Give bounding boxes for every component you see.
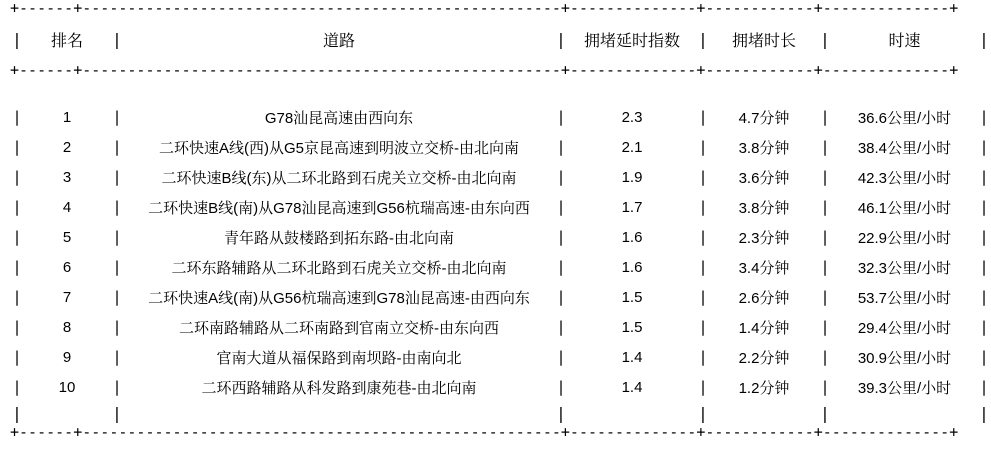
cell-rank-value: 4 [62,198,72,216]
column-separator: | [112,138,122,156]
cell-road-value: 二环东路辅路从二环北路到石虎关立交桥-由北向南 [171,259,507,277]
cell-road-value: G78汕昆高速由西向东 [264,109,414,127]
column-separator: | [698,138,708,156]
header-road-label: 道路 [322,32,355,50]
cell-duration [710,252,818,282]
column-separator: | [112,288,122,306]
cell-index [568,342,696,372]
cell-rank-value: 1 [62,108,72,126]
column-separator: | [556,138,566,156]
column-separator: | [12,108,22,126]
column-separator: | [112,108,122,126]
cell-road [124,342,554,372]
column-separator: | [979,318,989,336]
cell-speed-value: 53.7公里/小时 [857,289,952,307]
tail-cell [568,402,696,424]
cell-index-value: 2.3 [621,108,643,126]
column-separator: | [820,318,830,336]
column-separator: | [820,108,830,126]
column-separator [110,78,124,102]
cell-speed [832,312,977,342]
table-row [10,312,991,342]
column-separator: | [820,29,830,49]
spacer-cell [710,78,818,102]
cell-index-value: 2.1 [621,138,643,156]
cell-speed-value: 39.3公里/小时 [857,379,952,397]
tail-cell [832,402,977,424]
cell-index-value: 1.5 [621,318,643,336]
cell-rank [24,372,110,402]
cell-rank [24,312,110,342]
cell-rank-value: 6 [62,258,72,276]
column-separator: | [556,108,566,126]
table-tail-row [10,402,991,424]
cell-index-value: 1.4 [621,348,643,366]
column-separator: | [979,288,989,306]
header-speed [832,16,977,62]
cell-duration [710,282,818,312]
column-separator: | [698,258,708,276]
column-separator: | [556,168,566,186]
cell-index [568,372,696,402]
table-bottom-border: +------+-----------------------------------------------------+--------------+------------+--------------+ [10,423,959,441]
column-separator: | [820,288,830,306]
tail-cell [710,402,818,424]
cell-duration-value: 2.3分钟 [738,229,790,247]
cell-road [124,102,554,132]
column-separator: | [12,403,22,423]
cell-index [568,222,696,252]
column-separator: | [556,198,566,216]
column-separator [696,78,710,102]
column-separator: | [698,288,708,306]
column-separator: | [112,378,122,396]
cell-road-value: 二环快速B线(南)从G78汕昆高速到G56杭瑞高速-由东向西 [148,199,530,217]
column-separator: | [12,198,22,216]
column-separator: | [112,258,122,276]
cell-road [124,282,554,312]
cell-index [568,102,696,132]
column-separator: | [979,29,989,49]
cell-duration-value: 2.2分钟 [738,349,790,367]
cell-rank-value: 5 [62,228,72,246]
table-header-rule: +------+-----------------------------------------------------+--------------+------------+--------------+ [10,61,959,79]
cell-duration-value: 1.4分钟 [738,319,790,337]
cell-rank-value: 3 [62,168,72,186]
table-grid [10,16,991,62]
column-separator: | [820,378,830,396]
cell-road-value: 二环快速B线(东)从二环北路到石虎关立交桥-由北向南 [161,169,517,187]
header-speed-label: 时速 [888,32,921,50]
header-road [124,16,554,62]
column-separator [10,78,24,102]
column-separator: | [698,378,708,396]
cell-speed-value: 22.9公里/小时 [857,229,952,247]
cell-rank-value: 10 [58,378,76,396]
cell-duration [710,222,818,252]
cell-road [124,372,554,402]
cell-index [568,162,696,192]
cell-duration-value: 1.2分钟 [738,379,790,397]
cell-road-value: 青年路从鼓楼路到拓东路-由北向南 [224,229,454,247]
column-separator: | [112,318,122,336]
column-separator: | [820,138,830,156]
column-separator: | [12,168,22,186]
spacer-cell [568,78,696,102]
spacer-cell [832,78,977,102]
column-separator: | [979,108,989,126]
header-rank [24,16,110,62]
cell-index [568,282,696,312]
column-separator: | [979,348,989,366]
column-separator: | [556,29,566,49]
column-separator: | [112,168,122,186]
cell-speed [832,342,977,372]
cell-duration [710,132,818,162]
column-separator: | [12,258,22,276]
column-separator: | [698,403,708,423]
column-separator: | [12,228,22,246]
cell-road-value: 二环快速A线(南)从G56杭瑞高速到G78汕昆高速-由西向东 [148,289,530,307]
cell-speed-value: 32.3公里/小时 [857,259,952,277]
column-separator: | [12,318,22,336]
cell-duration-value: 2.6分钟 [738,289,790,307]
cell-rank [24,222,110,252]
cell-speed [832,282,977,312]
cell-speed [832,222,977,252]
cell-rank [24,282,110,312]
cell-duration [710,312,818,342]
cell-rank [24,132,110,162]
cell-speed [832,192,977,222]
cell-speed [832,252,977,282]
table-row [10,132,991,162]
header-rank-label: 排名 [50,32,83,50]
cell-speed-value: 36.6公里/小时 [857,109,952,127]
cell-index-value: 1.6 [621,258,643,276]
cell-rank-value: 2 [62,138,72,156]
cell-index [568,252,696,282]
cell-duration [710,162,818,192]
cell-rank-value: 7 [62,288,72,306]
column-separator: | [820,348,830,366]
column-separator: | [556,378,566,396]
column-separator: | [820,403,830,423]
table-top-border: +------+-----------------------------------------------------+--------------+------------+--------------+ [10,0,959,17]
cell-duration [710,192,818,222]
cell-index [568,132,696,162]
table-spacer-row [10,78,991,102]
table-row [10,252,991,282]
table-header-row [10,16,991,62]
cell-road-value: 官南大道从福保路到南坝路-由南向北 [216,349,462,367]
column-separator: | [112,403,122,423]
cell-rank [24,192,110,222]
column-separator: | [979,403,989,423]
cell-road [124,162,554,192]
cell-index-value: 1.9 [621,168,643,186]
cell-rank [24,342,110,372]
cell-duration [710,102,818,132]
column-separator: | [12,348,22,366]
column-separator: | [12,138,22,156]
cell-road [124,312,554,342]
column-separator: | [556,318,566,336]
column-separator: | [979,198,989,216]
column-separator: | [979,378,989,396]
cell-index-value: 1.7 [621,198,643,216]
cell-rank-value: 8 [62,318,72,336]
header-index [568,16,696,62]
cell-index [568,312,696,342]
column-separator: | [820,198,830,216]
column-separator: | [556,228,566,246]
column-separator: | [112,29,122,49]
table-row [10,162,991,192]
column-separator: | [979,258,989,276]
tail-cell [124,402,554,424]
cell-road-value: 二环快速A线(西)从G5京昆高速到明波立交桥-由北向南 [158,139,519,157]
column-separator: | [698,318,708,336]
table-body [10,78,991,424]
cell-rank [24,252,110,282]
column-separator [977,78,991,102]
column-separator: | [979,138,989,156]
column-separator: | [820,258,830,276]
cell-duration [710,372,818,402]
column-separator: | [556,288,566,306]
cell-rank [24,102,110,132]
column-separator: | [12,378,22,396]
cell-speed [832,162,977,192]
cell-road-value: 二环南路辅路从二环南路到官南立交桥-由东向西 [179,319,499,337]
spacer-cell [24,78,110,102]
column-separator: | [112,198,122,216]
header-duration-label: 拥堵时长 [731,32,796,50]
spacer-cell [124,78,554,102]
cell-speed [832,132,977,162]
cell-index-value: 1.6 [621,228,643,246]
column-separator: | [979,168,989,186]
column-separator: | [698,168,708,186]
table-row [10,192,991,222]
column-separator: | [698,29,708,49]
column-separator [818,78,832,102]
cell-index-value: 1.4 [621,378,643,396]
column-separator [554,78,568,102]
cell-road-value: 二环西路辅路从科发路到康苑巷-由北向南 [201,379,477,397]
column-separator: | [698,108,708,126]
column-separator: | [820,228,830,246]
cell-duration-value: 3.6分钟 [738,169,790,187]
cell-speed [832,372,977,402]
column-separator: | [112,348,122,366]
column-separator: | [979,228,989,246]
cell-index [568,192,696,222]
cell-speed-value: 30.9公里/小时 [857,349,952,367]
column-separator: | [556,403,566,423]
column-separator: | [12,29,22,49]
header-duration [710,16,818,62]
table-row [10,222,991,252]
table-row [10,372,991,402]
header-index-label: 拥堵延时指数 [583,32,680,50]
tail-cell [24,402,110,424]
cell-speed-value: 46.1公里/小时 [857,199,952,217]
cell-duration-value: 3.8分钟 [738,139,790,157]
cell-duration-value: 3.8分钟 [738,199,790,217]
cell-duration-value: 4.7分钟 [738,109,790,127]
column-separator: | [112,228,122,246]
cell-road [124,252,554,282]
cell-road [124,222,554,252]
cell-speed [832,102,977,132]
cell-speed-value: 38.4公里/小时 [857,139,952,157]
table-row [10,102,991,132]
cell-duration-value: 3.4分钟 [738,259,790,277]
cell-speed-value: 42.3公里/小时 [857,169,952,187]
cell-road [124,132,554,162]
cell-rank-value: 9 [62,348,72,366]
cell-road [124,192,554,222]
cell-rank [24,162,110,192]
column-separator: | [12,288,22,306]
cell-duration [710,342,818,372]
cell-speed-value: 29.4公里/小时 [857,319,952,337]
column-separator: | [698,228,708,246]
column-separator: | [698,348,708,366]
column-separator: | [556,348,566,366]
table-row [10,342,991,372]
column-separator: | [698,198,708,216]
table-row [10,282,991,312]
cell-index-value: 1.5 [621,288,643,306]
column-separator: | [820,168,830,186]
column-separator: | [556,258,566,276]
